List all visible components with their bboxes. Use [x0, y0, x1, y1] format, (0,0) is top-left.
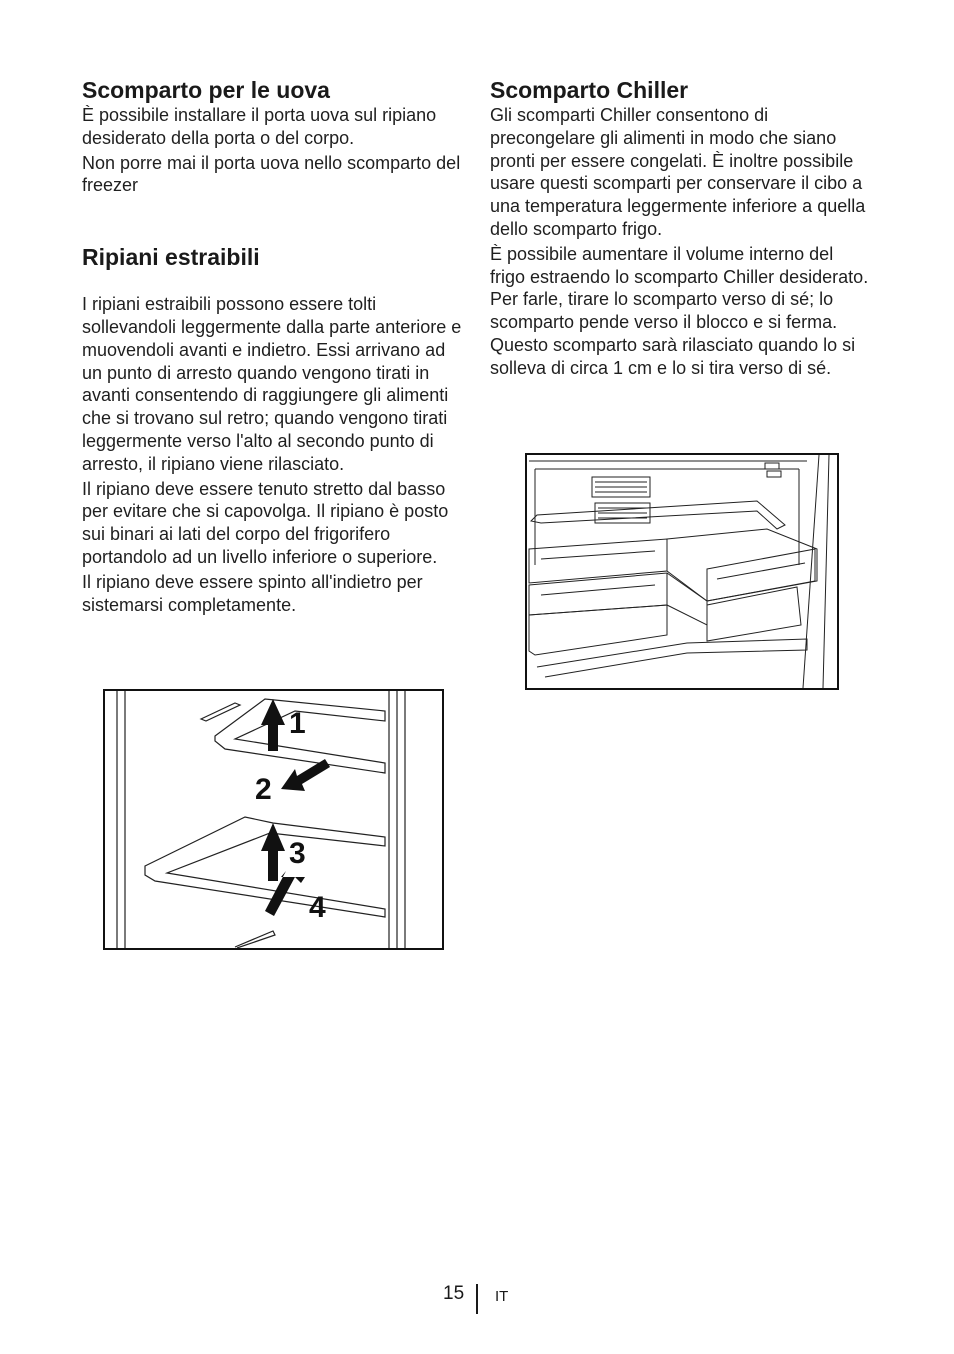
page-number: 15: [443, 1283, 465, 1304]
chiller-paragraph-1: Gli scomparti Chiller consentono di precongelare gli alimenti in modo che siano pronti per essere congelati. È inoltre possibile usare questi scomparti per conservare il cibo a una temperatura leggermente inferiore a quella dello scomparto frigo.: [490, 105, 866, 239]
chiller-paragraph-2: È possibile aumentare il volume interno del frigo estraendo lo scomparto Chiller desiderato. Per farle, tirare lo scomparto verso di sé; lo scomparto pende verso il blocco e si ferma. Questo scomparto sarà rilasciato quando lo si solleva di circa 1 cm e lo si tira verso di sé.: [490, 243, 869, 378]
chiller-compartment-heading: Scomparto Chiller: [490, 77, 689, 103]
language-code: IT: [495, 1288, 509, 1305]
footer-divider: [476, 1284, 478, 1314]
left-column: [82, 76, 467, 618]
page-footer: [0, 1282, 954, 1312]
step-label-2: 2: [255, 773, 272, 806]
shelves-paragraph-2: Il ripiano deve essere tenuto stretto dal basso per evitare che si capovolga. Il ripiano è posto sui binari ai lati del corpo del frigorifero portandolo ad un livello inferiore o superiore.: [82, 478, 449, 567]
egg-paragraph-1: È possibile installare il porta uova sul ripiano desiderato della porta o del corpo.: [82, 105, 437, 148]
shelf-removal-illustration: [103, 689, 444, 950]
egg-paragraph-2: Non porre mai il porta uova nello scomparto del freezer: [82, 152, 461, 196]
egg-compartment-heading: Scomparto per le uova: [82, 77, 330, 103]
removable-shelves-heading: Ripiani estraibili: [82, 244, 260, 271]
right-column: [490, 76, 870, 382]
step-label-4: 4: [309, 891, 326, 924]
shelves-paragraph-1: I ripiani estraibili possono essere tolti sollevandoli leggermente dalla parte anteriore e muovendoli avanti e indietro. Essi arrivano ad un punto di arresto quando vengono tirati in avanti consentendo di raggiungere gli alimenti che si trovano sul retro; quando vengono tirati leggermente verso l'alto al secondo punto di arresto, il ripiano viene rilasciato.: [82, 294, 462, 474]
shelves-paragraph-3: Il ripiano deve essere spinto all'indietro per sistemarsi completamente.: [82, 571, 423, 615]
chiller-compartment-illustration: [525, 453, 839, 690]
step-label-1: 1: [289, 707, 306, 740]
step-label-3: 3: [289, 837, 306, 870]
